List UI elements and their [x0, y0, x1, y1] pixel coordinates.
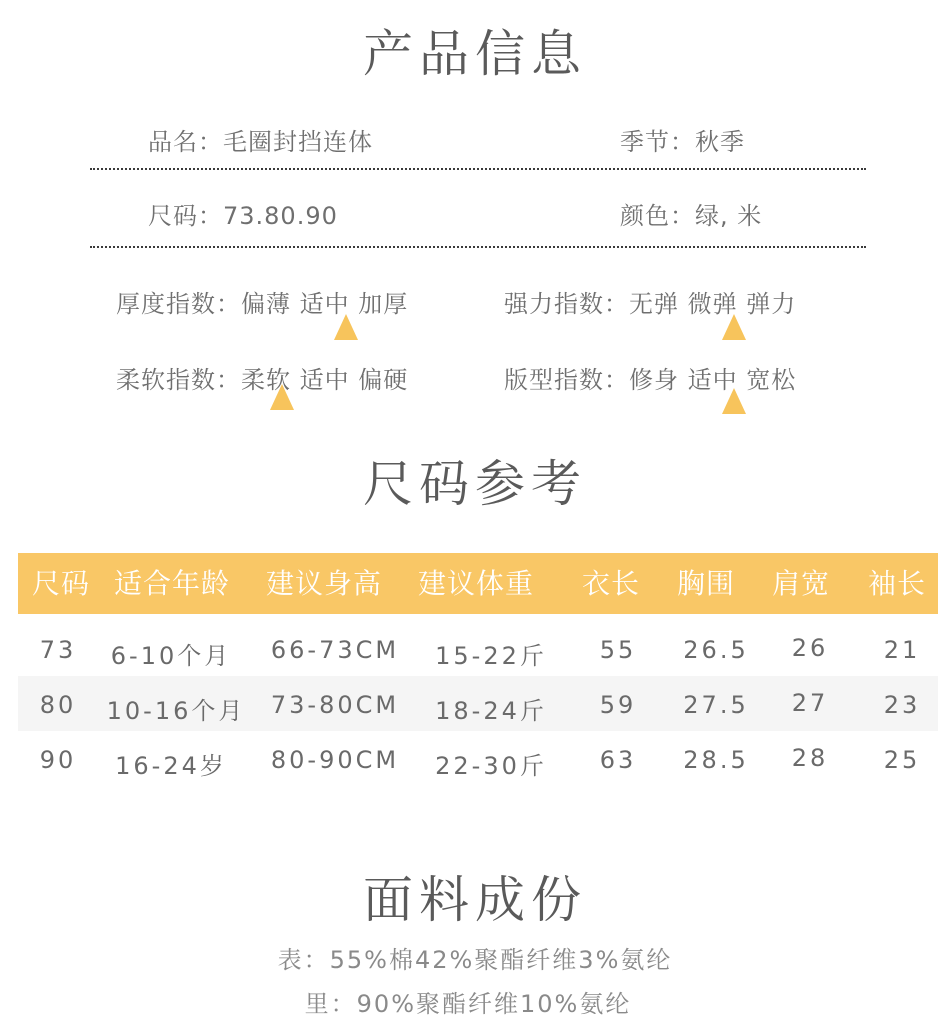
color-info: 颜色：绿, 米	[620, 202, 763, 230]
header-cell: 建议体重	[418, 567, 535, 600]
stretch-index	[504, 284, 796, 319]
table-cell: 10-16个月	[106, 697, 246, 725]
header-cell: 适合年龄	[114, 567, 231, 600]
fabric-title: 面料成份	[363, 871, 587, 929]
table-cell: 27.5	[683, 691, 749, 719]
product-info-title: 产品信息	[363, 25, 587, 83]
selected-marker-icon	[722, 314, 746, 340]
table-cell: 63	[599, 746, 637, 774]
divider	[90, 246, 866, 248]
fabric-inner: 里：90%聚酯纤维10%氨纶	[304, 990, 632, 1018]
table-cell: 23	[883, 691, 921, 719]
header-cell: 胸围	[677, 567, 736, 600]
table-cell: 16-24岁	[115, 752, 227, 780]
thickness-option: 加厚	[358, 290, 409, 318]
stretch-label: 强力指数：	[504, 290, 629, 318]
size-table-header	[18, 553, 938, 614]
product-name: 品名：毛圈封挡连体	[148, 128, 373, 156]
thickness-label: 厚度指数：	[116, 290, 241, 318]
season: 季节：秋季	[620, 128, 745, 156]
stretch-option: 微弹	[687, 290, 738, 318]
table-cell: 18-24斤	[435, 697, 547, 725]
table-cell: 73-80CM	[270, 691, 400, 719]
table-cell: 26	[791, 634, 829, 662]
table-cell: 28	[791, 744, 829, 772]
softness-index	[116, 360, 408, 395]
stretch-option: 无弹	[629, 290, 679, 318]
stretch-option: 弹力	[746, 290, 797, 318]
fabric-outer: 表：55%棉42%聚酯纤维3%氨纶	[277, 946, 673, 974]
selected-marker-icon	[270, 384, 294, 410]
thickness-option: 适中	[299, 290, 350, 318]
fit-label: 版型指数：	[504, 366, 629, 394]
table-cell: 26.5	[683, 636, 749, 664]
table-cell: 25	[883, 746, 921, 774]
header-cell: 袖长	[868, 567, 927, 600]
table-cell: 55	[599, 636, 637, 664]
thickness-index	[116, 284, 408, 319]
table-cell: 66-73CM	[270, 636, 400, 664]
table-cell: 90	[39, 746, 77, 774]
selected-marker-icon	[334, 314, 358, 340]
table-cell: 21	[883, 636, 921, 664]
softness-label: 柔软指数：	[116, 366, 241, 394]
softness-option: 偏硬	[358, 366, 409, 394]
selected-marker-icon	[722, 388, 746, 414]
header-cell: 尺码	[32, 567, 91, 600]
header-cell: 衣长	[582, 567, 641, 600]
table-cell: 73	[39, 636, 77, 664]
header-cell: 建议身高	[266, 567, 383, 600]
table-cell: 28.5	[683, 746, 749, 774]
fit-option: 适中	[687, 366, 738, 394]
table-cell: 6-10个月	[110, 642, 232, 670]
softness-option: 适中	[299, 366, 350, 394]
table-cell: 15-22斤	[435, 642, 547, 670]
size-info: 尺码：73.80.90	[148, 202, 338, 230]
divider	[90, 168, 866, 170]
fit-index	[504, 360, 796, 395]
size-chart-title: 尺码参考	[363, 455, 587, 513]
table-cell: 80	[39, 691, 77, 719]
table-cell: 59	[599, 691, 637, 719]
thickness-option: 偏薄	[241, 290, 291, 318]
fit-option: 修身	[629, 366, 679, 394]
table-cell: 80-90CM	[270, 746, 400, 774]
header-cell: 肩宽	[772, 567, 831, 600]
table-cell: 27	[791, 689, 829, 717]
fit-option: 宽松	[746, 366, 797, 394]
softness-option: 柔软	[241, 366, 291, 394]
table-cell: 22-30斤	[435, 752, 547, 780]
